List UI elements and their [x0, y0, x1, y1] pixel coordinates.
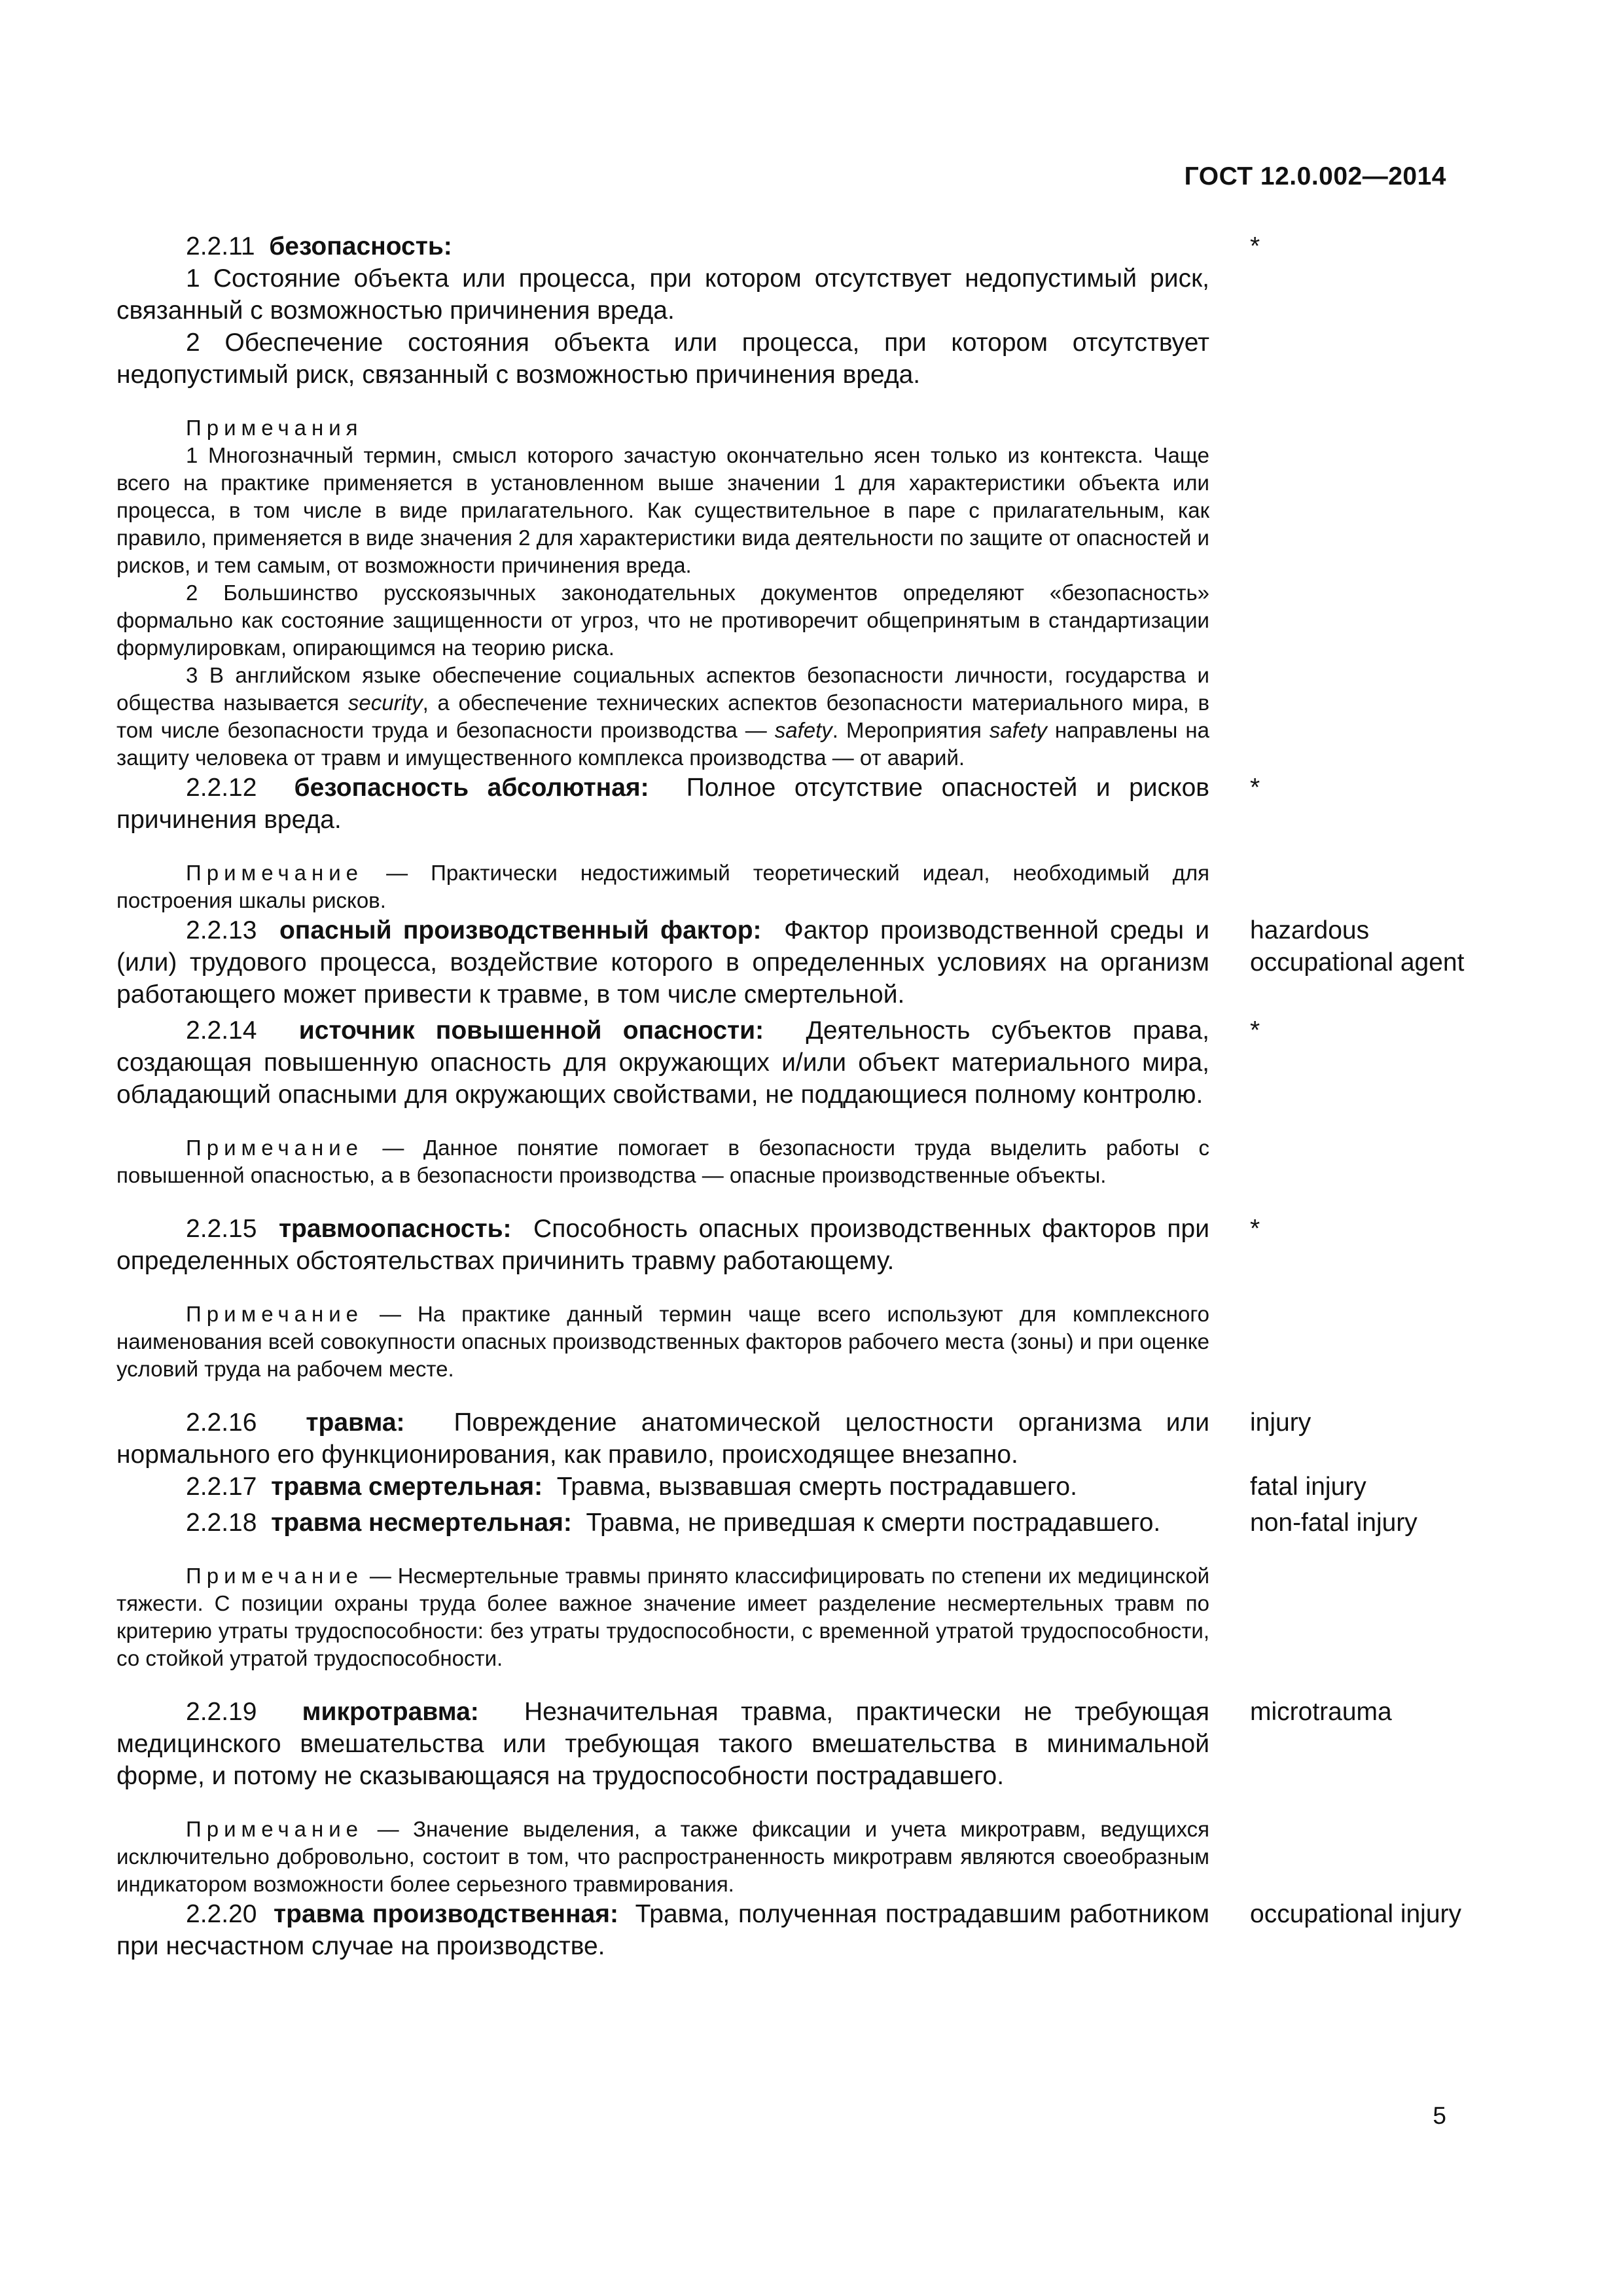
note-text: 3 В английском языке обеспечение социальных аспектов безопасности личности, государства и общества называется security, а обеспечение технических аспектов безопасности материального мира, в том числе безопасности труда и безопасности производства — safety. Мероприятия safety направлены на защиту человека от травм и имущественного комплекса производства — от аварий.: [116, 663, 1209, 770]
note-label: Примечание: [186, 1817, 364, 1841]
note-text: 1 Многозначный термин, смысл которого зачастую окончательно ясен только из контекста. Чаще всего на практике применяется в установленном выше значении 1 для характеристики объекта или процесса, в том числе в виде прилагательного. Как существительное в паре с прилагательным, как правило, применяется в виде значения 2 для характеристики вида деятельности по защите от опасностей и рисков, и тем самым, от возможности причинения вреда.: [116, 443, 1209, 577]
note-block: [116, 1300, 1517, 1383]
term-entry: [116, 1898, 1517, 1962]
note-text: 2 Большинство русскоязычных законодательных документов определяют «безопасность» формально как состояние защищенности от угроз, что не противоречит общепринятым в стандартизации формулировкам, опирающимся на теорию риска.: [116, 581, 1209, 660]
term-entry: [116, 1407, 1517, 1471]
note-text: Примечание — Несмертельные травмы принято классифицировать по степени их медицинской тяжести. С позиции охраны труда более важное значение имеет разделение несмертельных травм по критерию утраты трудоспособности: без утраты трудоспособности, с временной утратой трудоспособности, со стойкой утратой трудоспособности.: [116, 1564, 1210, 1670]
term-name: безопасность абсолютная:: [294, 774, 649, 802]
note-block: [116, 1816, 1517, 1898]
note-block: [116, 859, 1517, 914]
term-definition: 1 Состояние объекта или процесса, при котором отсутствует недопустимый риск, связанный с возможностью причинения вреда.: [116, 264, 1209, 325]
note-text: Примечание — Значение выделения, а также фиксации и учета микротравм, ведущихся исключительно добровольно, состоит в том, что распространенность микротравм являются своеобразным индикатором возможности более серьезного травмирования.: [116, 1817, 1209, 1896]
term-definition: 2.2.19 микротравма: Незначительная травма, практически не требующая медицинского вмешательства или требующая такого вмешательства в минимальной форме, и потому не сказывающаяся на трудоспособности пострадавшего.: [116, 1698, 1210, 1790]
term-number: 2.2.14: [186, 1016, 257, 1045]
term-number: 2.2.11: [186, 232, 255, 260]
notes-block: [116, 414, 1517, 772]
term-number: 2.2.12: [186, 774, 257, 802]
note-block: [116, 1562, 1517, 1672]
term-entry: [116, 230, 1517, 391]
term-number: 2.2.17: [186, 1473, 257, 1501]
note-text: Примечание — На практике данный термин чаще всего используют для комплексного наименования всей совокупности опасных производственных факторов рабочего места (зоны) и при оценке условий труда на рабочем месте.: [116, 1302, 1209, 1381]
note-text: Примечание — Данное понятие помогает в безопасности труда выделить работы с повышенной опасностью, а в безопасности производства — опасные производственные объекты.: [116, 1136, 1209, 1187]
term-name: травма:: [306, 1408, 405, 1437]
english-equivalent: *: [1250, 774, 1260, 802]
english-equivalent: *: [1250, 232, 1260, 260]
note-label: Примечание: [186, 1136, 364, 1160]
note-label: Примечание: [186, 1302, 364, 1326]
english-equivalent: non-fatal injury: [1250, 1509, 1418, 1537]
term-name: травма производственная:: [274, 1900, 618, 1928]
term-number: 2.2.15: [186, 1215, 257, 1243]
terms-list: [116, 230, 1517, 1962]
term-name: безопасность:: [269, 232, 452, 260]
term-name: травма смертельная:: [271, 1473, 543, 1501]
term-entry: [116, 772, 1517, 836]
term-name: микротравма:: [302, 1698, 479, 1726]
term-definition: 2.2.20 травма производственная: Травма, полученная пострадавшим работником при несчастном случае на производстве.: [116, 1900, 1210, 1960]
term-definition: 2.2.12 безопасность абсолютная: Полное отсутствие опасностей и рисков причинения вреда.: [116, 774, 1210, 834]
term-entry: [116, 1471, 1517, 1503]
term-entry: [116, 1213, 1517, 1277]
term-number: 2.2.18: [186, 1509, 257, 1537]
english-equivalent: microtrauma: [1250, 1698, 1392, 1726]
term-definition: 2.2.15 травмоопасность: Способность опасных производственных факторов при определенных обстоятельствах причинить травму работающему.: [116, 1215, 1210, 1275]
note-text: Примечание — Практически недостижимый теоретический идеал, необходимый для построения шкалы рисков.: [116, 861, 1210, 912]
term-definition: 2.2.17 травма смертельная: Травма, вызвавшая смерть пострадавшего.: [186, 1473, 1077, 1501]
english-equivalent: hazardous occupational agent: [1250, 916, 1465, 977]
term-definition: 2.2.13 опасный производственный фактор: Фактор производственной среды и (или) трудового процесса, воздействие которого в определенных условиях на организм работающего может привести к травме, в том числе смертельной.: [116, 916, 1210, 1009]
english-equivalent: injury: [1250, 1408, 1311, 1437]
term-heading: [116, 230, 1209, 262]
notes-heading: Примечания: [186, 416, 363, 440]
english-equivalent: fatal injury: [1250, 1473, 1366, 1501]
term-name: травмоопасность:: [278, 1215, 512, 1243]
page-number: 5: [1433, 2102, 1446, 2129]
english-equivalent: *: [1250, 1215, 1260, 1243]
term-name: опасный производственный фактор:: [279, 916, 762, 944]
term-definition: 2.2.16 травма: Повреждение анатомической целостности организма или нормального его функционирования, как правило, происходящее внезапно.: [116, 1408, 1210, 1469]
term-definition: 2.2.14 источник повышенной опасности: Деятельность субъектов права, создающая повышенную опасность для окружающих и/или объект материального мира, обладающий опасными для окружающих свойствами, не поддающиеся полному контролю.: [116, 1016, 1210, 1109]
note-label: Примечание: [186, 861, 364, 885]
term-name: травма несмертельная:: [271, 1509, 572, 1537]
note-block: [116, 1134, 1517, 1189]
term-definition: 2.2.18 травма несмертельная: Травма, не приведшая к смерти пострадавшего.: [186, 1509, 1161, 1537]
term-number: 2.2.20: [186, 1900, 257, 1928]
term-name: источник повышенной опасности:: [298, 1016, 764, 1045]
standard-number: ГОСТ 12.0.002—2014: [1184, 162, 1446, 190]
term-entry: [116, 1507, 1517, 1539]
english-equivalent: occupational injury: [1250, 1900, 1462, 1928]
term-number: 2.2.19: [186, 1698, 257, 1726]
term-number: 2.2.16: [186, 1408, 257, 1437]
term-entry: [116, 1014, 1517, 1111]
term-entry: [116, 1696, 1517, 1792]
term-entry: [116, 914, 1517, 1011]
term-number: 2.2.13: [186, 916, 257, 944]
term-definition: 2 Обеспечение состояния объекта или процесса, при котором отсутствует недопустимый риск, связанный с возможностью причинения вреда.: [116, 329, 1209, 389]
note-label: Примечание: [186, 1564, 364, 1588]
english-equivalent: *: [1250, 1016, 1260, 1045]
